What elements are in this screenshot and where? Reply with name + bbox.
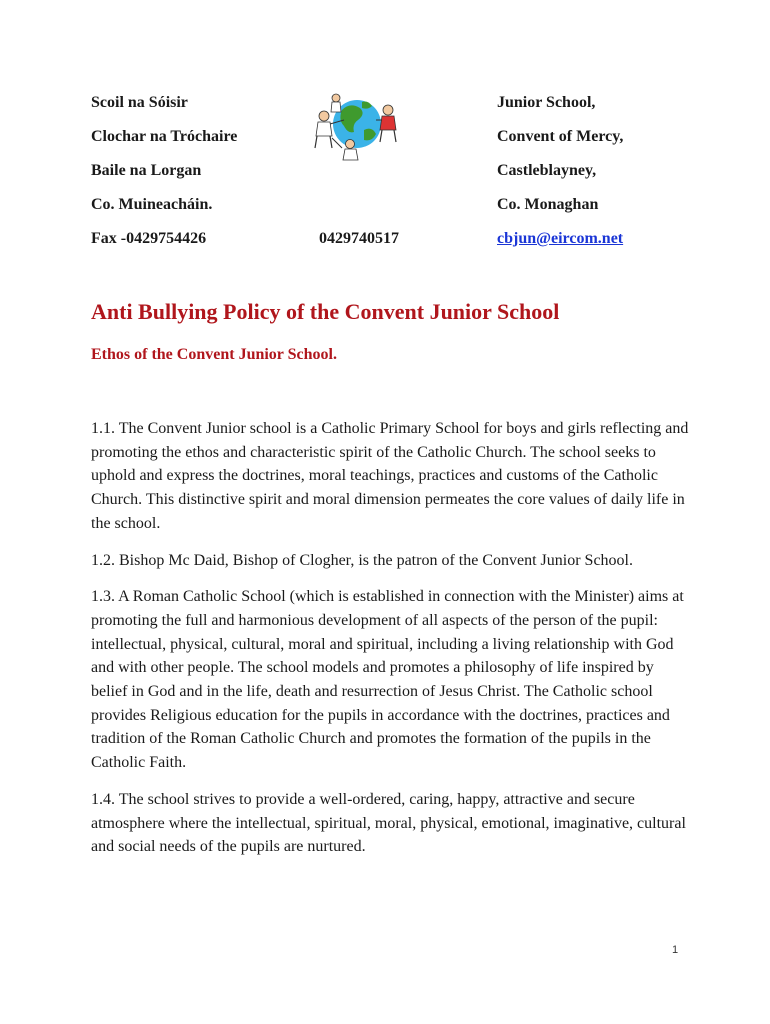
county-irish: Co. Muineacháin. [91,196,213,213]
phone-number: 0429740517 [319,230,399,247]
town-irish: Baile na Lorgan [91,162,202,179]
email-link[interactable]: cbjun@eircom.net [497,230,624,247]
paragraph-1-1: 1.1. The Convent Junior school is a Catholic Primary School for boys and girls reflecting and promoting the ethos and characteristic spirit of the Catholic Church. The school seeks to uphold and express the doctrines, moral teachings, practices and customs of the Catholic Church. This distinctive spirit and moral dimension permeates the core values of daily life in the school. [91,420,689,532]
page-number: 1 [672,944,679,956]
section-heading: Ethos of the Convent Junior School. [91,346,337,363]
county-english: Co. Monaghan [497,196,599,213]
convent-name-english: Convent of Mercy, [497,128,624,145]
school-name-english: Junior School, [497,94,596,111]
school-name-irish: Scoil na Sóisir [91,94,188,111]
paragraph-1-4: 1.4. The school strives to provide a well-ordered, caring, happy, attractive and secure atmosphere where the intellectual, spiritual, moral, physical, emotional, imaginative, cultural and social needs of the pupils are nurtured. [91,790,686,856]
convent-name-irish: Clochar na Tróchaire [91,128,238,145]
body-text [91,417,691,872]
town-english: Castleblayney, [497,162,597,179]
paragraph-1-2: 1.2. Bishop Mc Daid, Bishop of Clogher, is the patron of the Convent Junior School. [91,551,633,569]
document-title: Anti Bullying Policy of the Convent Junior School [91,299,560,324]
globe-with-children-icon [302,90,402,162]
fax-number: Fax -0429754426 [91,230,207,247]
paragraph-1-3: 1.3. A Roman Catholic School (which is established in connection with the Minister) aims at promoting the full and harmonious development of all aspects of the person of the pupil: intellectual, physical, cultural, moral and spiritual, including a living relationship with God and with other people. The school models and promotes a philosophy of life inspired by belief in God and in the life, death and resurrection of Jesus Christ. The Catholic school provides Religious education for the pupils in accordance with the doctrines, practices and tradition of the Roman Catholic Church and promotes the formation of the pupils in the Catholic Faith. [91,588,684,772]
